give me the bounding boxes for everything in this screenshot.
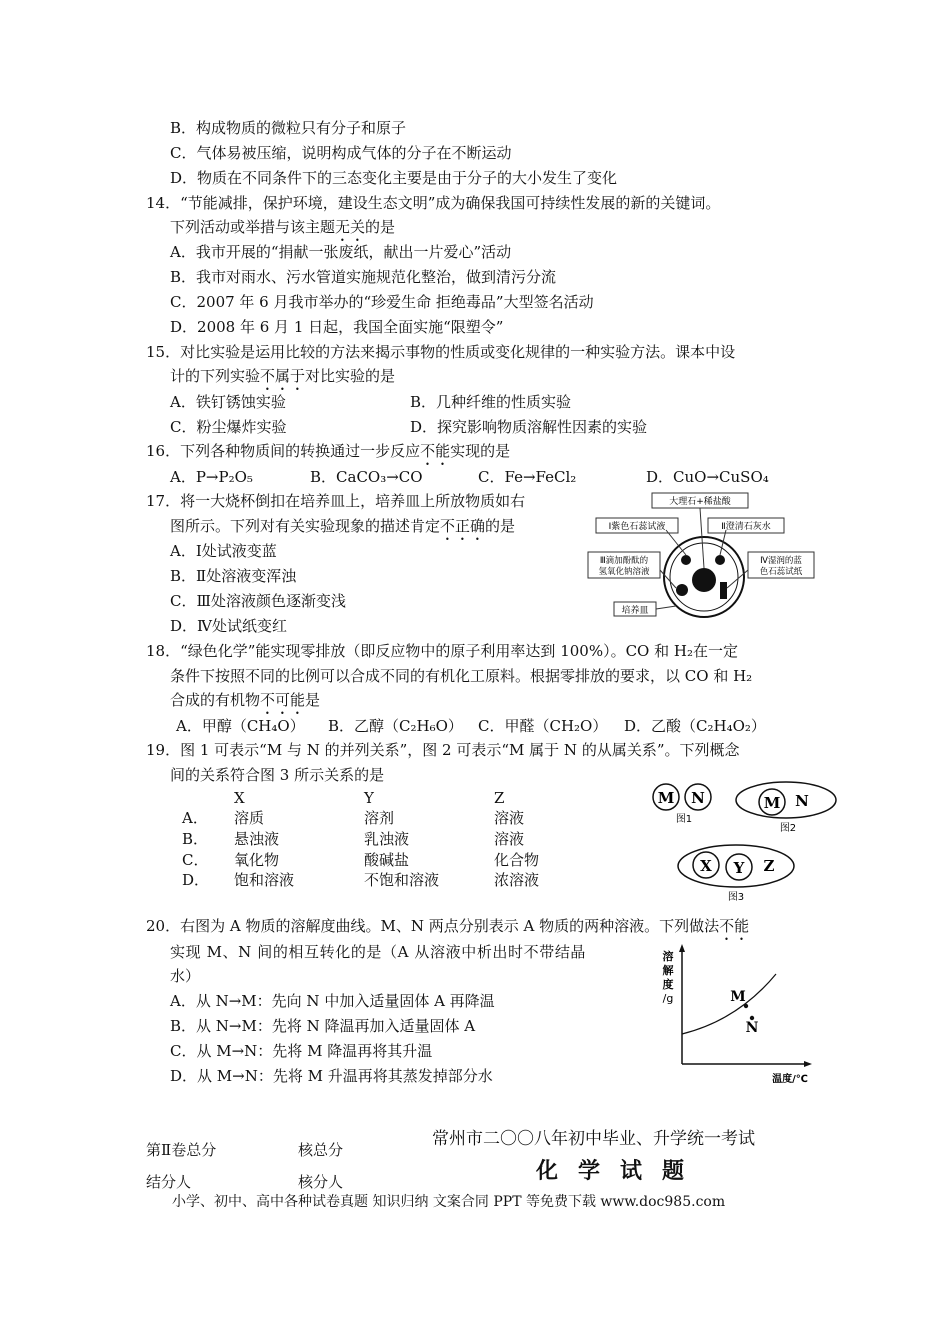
q15-option-b: B．几种纤维的性质实验 (410, 393, 572, 411)
q20-option-d: D．从 M→N：先将 M 升温再将其蒸发掉部分水 (170, 1067, 493, 1085)
q15-option-c: C．粉尘爆炸实验 (170, 418, 287, 436)
q19-row-c-z: 化合物 (494, 851, 540, 869)
ad-line: 小学、初中、高中各种试卷真题 知识归纳 文案合同 PPT 等免费下载 www.doc985.com (172, 1194, 726, 1210)
q16-emphasis: 不能 (420, 442, 451, 460)
q20-option-b: B．从 N→M：先将 N 降温再加入适量固体 A (170, 1017, 476, 1035)
q15-emphasis: 不属于 (260, 367, 306, 385)
q16-option-c: C．Fe→FeCl₂ (478, 468, 577, 486)
q19-row-d-opt: D． (182, 871, 210, 889)
q17-option-c: C．Ⅲ处溶液颜色逐渐变浅 (170, 592, 346, 610)
q14-stem: 14．“节能减排，保护环境，建设生态文明”成为确保我国可持续性发展的新的关键词。 (146, 194, 721, 212)
q19-row-a-opt: A． (182, 809, 208, 827)
q15-option-d: D．探究影响物质溶解性因素的实验 (410, 418, 648, 436)
q15-stem-2: 计的下列实验不属于对比实验的是 (170, 367, 396, 385)
q19-fig1-n: N (691, 789, 705, 807)
subject-title: 化学试题 (536, 1159, 705, 1184)
q17-pointer-dish (656, 606, 676, 609)
q17-option-a: A．Ⅰ处试液变蓝 (170, 542, 277, 560)
q16-option-b: B．CaCO₃→CO (310, 468, 423, 486)
q13-option-d: D．物质在不同条件下的三态变化主要是由于分子的大小发生了变化 (170, 169, 618, 187)
q18-option-d: D．乙酸（C₂H₄O₂） (624, 717, 766, 735)
q19-fig3-x: X (700, 857, 712, 875)
q18-option-c: C．甲醛（CH₂O） (478, 717, 608, 735)
q19-stem-2: 间的关系符合图 3 所示关系的是 (170, 766, 385, 784)
q17-label-2: Ⅱ澄清石灰水 (721, 522, 771, 532)
q20-x-arrow (804, 1061, 812, 1067)
q19-fig3-caption: 图3 (727, 892, 745, 903)
score-total-label: 第Ⅱ卷总分 (146, 1141, 217, 1159)
q20-xlabel: 温度/℃ (772, 1074, 808, 1085)
checker-score-label: 核总分 (298, 1141, 344, 1159)
q17-label-top: 大理石+稀盐酸 (669, 497, 731, 507)
q20-option-a: A．从 N→M：先向 N 中加入适量固体 A 再降温 (170, 992, 495, 1010)
q19-row-d-x: 饱和溶液 (234, 871, 295, 889)
q20-emphasis: 不能 (719, 917, 750, 935)
q20-ylabel-2: 解 (662, 964, 674, 977)
q19-row-c-x: 氧化物 (234, 851, 280, 869)
q20-ylabel-1: 溶 (662, 950, 674, 963)
q17-label-dish: 培养皿 (621, 606, 649, 616)
q14-option-a: A．我市开展的“捐献一张废纸，献出一片爱心”活动 (170, 243, 512, 261)
q19-row-b-x: 悬浊液 (234, 830, 280, 848)
q15-option-a: A．铁钉锈蚀实验 (170, 393, 286, 411)
q19-stem: 19．图 1 可表示“M 与 N 的并列关系”，图 2 可表示“M 属于 N 的从属关系”。下列概念 (146, 741, 740, 759)
q15-stem: 15．对比实验是运用比较的方法来揭示事物的性质或变化规律的一种实验方法。课本中设 (146, 343, 736, 361)
q18-option-b: B．乙醇（C₂H₆O） (328, 717, 463, 735)
q19-row-b-opt: B． (182, 830, 209, 848)
q19-fig1-caption: 图1 (675, 814, 693, 825)
q19-row-c-y: 酸碱盐 (364, 851, 410, 869)
q17-stem: 17．将一大烧杯倒扣在培养皿上，培养皿上所放物质如右 (146, 492, 526, 510)
q17-label-3b: 氢氧化钠溶液 (598, 567, 650, 577)
q16-stem: 16．下列各种物质间的转换通过一步反应不能实现的是 (146, 442, 511, 460)
q20-ylabel-4: /g (662, 992, 674, 1005)
q20-solubility-curve (682, 974, 776, 1034)
q17-label-4a: Ⅳ湿润的蓝 (760, 556, 802, 566)
q18-stem: 18．“绿色化学”能实现零排放（即反应物中的原子利用率达到 100%）。CO 和 H₂在一定 (146, 642, 738, 660)
q17-emphasis: 不正确 (440, 517, 486, 535)
q14-option-d: D．2008 年 6 月 1 日起，我国全面实施“限塑令” (170, 318, 504, 336)
q19-fig2-ellipse-n (736, 782, 836, 818)
checker-label: 核分人 (298, 1173, 344, 1191)
q19-row-b-y: 乳浊液 (364, 830, 410, 848)
scorer-label: 结分人 (146, 1173, 192, 1191)
q19-venn-figures (646, 780, 840, 906)
q17-label-1: Ⅰ紫色石蕊试液 (608, 522, 666, 532)
q17-option-b: B．Ⅱ处溶液变浑浊 (170, 567, 297, 585)
q17-label-3a: Ⅲ滴加酚酞的 (599, 556, 649, 566)
q14-stem-2: 下列活动或举措与该主题无关的是 (170, 218, 396, 236)
q18-emphasis: 不可能 (260, 691, 306, 709)
q14-option-c: C．2007 年 6 月我市举办的“珍爱生命 拒绝毒品”大型签名活动 (170, 293, 594, 311)
q19-fig2-m: M (763, 794, 781, 812)
q16-option-d: D．CuO→CuSO₄ (646, 468, 769, 486)
q20-solubility-figure (658, 942, 814, 1088)
q20-option-c: C．从 M→N：先将 M 降温再将其升温 (170, 1042, 433, 1060)
q17-dish-1 (681, 555, 691, 565)
q19-row-d-z: 浓溶液 (494, 871, 540, 889)
q20-label-n: N (745, 1020, 759, 1036)
q17-label-4b: 色石蕊试纸 (759, 567, 803, 577)
q20-label-m: M (730, 989, 746, 1005)
q19-row-c-opt: C． (182, 851, 209, 869)
q20-stem: 20．右图为 A 物质的溶解度曲线。M、N 两点分别表示 A 物质的两种溶液。下列做法不能 (146, 917, 750, 935)
q17-dish-2 (715, 555, 725, 565)
exam-name: 常州市二〇〇八年初中毕业、升学统一考试 (432, 1129, 755, 1149)
q13-option-b: B．构成物质的微粒只有分子和原子 (170, 119, 407, 137)
q20-ylabel-3: 度 (662, 978, 674, 991)
q19-fig3-z: Z (763, 857, 775, 875)
q19-row-a-z: 溶液 (494, 809, 525, 827)
q17-apparatus-figure (586, 490, 818, 622)
q19-row-a-x: 溶质 (234, 809, 265, 827)
q18-stem-2: 条件下按照不同的比例可以合成不同的有机化工原料。根据零排放的要求，以 CO 和 H₂ (170, 667, 753, 685)
q19-header-y: Y (364, 789, 374, 807)
q18-stem-3: 合成的有机物不可能是 (170, 691, 321, 709)
q14-option-b: B．我市对雨水、污水管道实施规范化整治，做到清污分流 (170, 268, 557, 286)
q19-header-x: X (234, 789, 245, 807)
q16-option-a: A．P→P₂O₅ (170, 468, 253, 486)
q19-header-z: Z (494, 789, 505, 807)
q18-option-a: A．甲醇（CH₄O） (176, 717, 305, 735)
q19-fig1-m: M (657, 789, 675, 807)
q19-row-b-z: 溶液 (494, 830, 525, 848)
q17-center-beaker (692, 568, 716, 592)
q20-y-arrow (679, 944, 685, 952)
q20-stem-3: 水） (170, 967, 201, 985)
q19-row-d-y: 不饱和溶液 (364, 871, 440, 889)
q19-fig2-caption: 图2 (779, 823, 797, 834)
q13-option-c: C．气体易被压缩，说明构成气体的分子在不断运动 (170, 144, 512, 162)
q17-dish-3 (676, 584, 688, 596)
q19-fig3-y: Y (733, 859, 745, 877)
q20-stem-2: 实现 M、N 间的相互转化的是（A 从溶液中析出时不带结晶 (170, 943, 587, 961)
q17-option-d: D．Ⅳ处试纸变红 (170, 617, 288, 635)
q19-fig2-n: N (795, 792, 809, 810)
q19-row-a-y: 溶剂 (364, 809, 395, 827)
q17-test-paper (720, 582, 727, 599)
q17-stem-2: 图所示。下列对有关实验现象的描述肯定不正确的是 (170, 517, 516, 535)
q14-emphasis: 无关 (335, 218, 366, 236)
